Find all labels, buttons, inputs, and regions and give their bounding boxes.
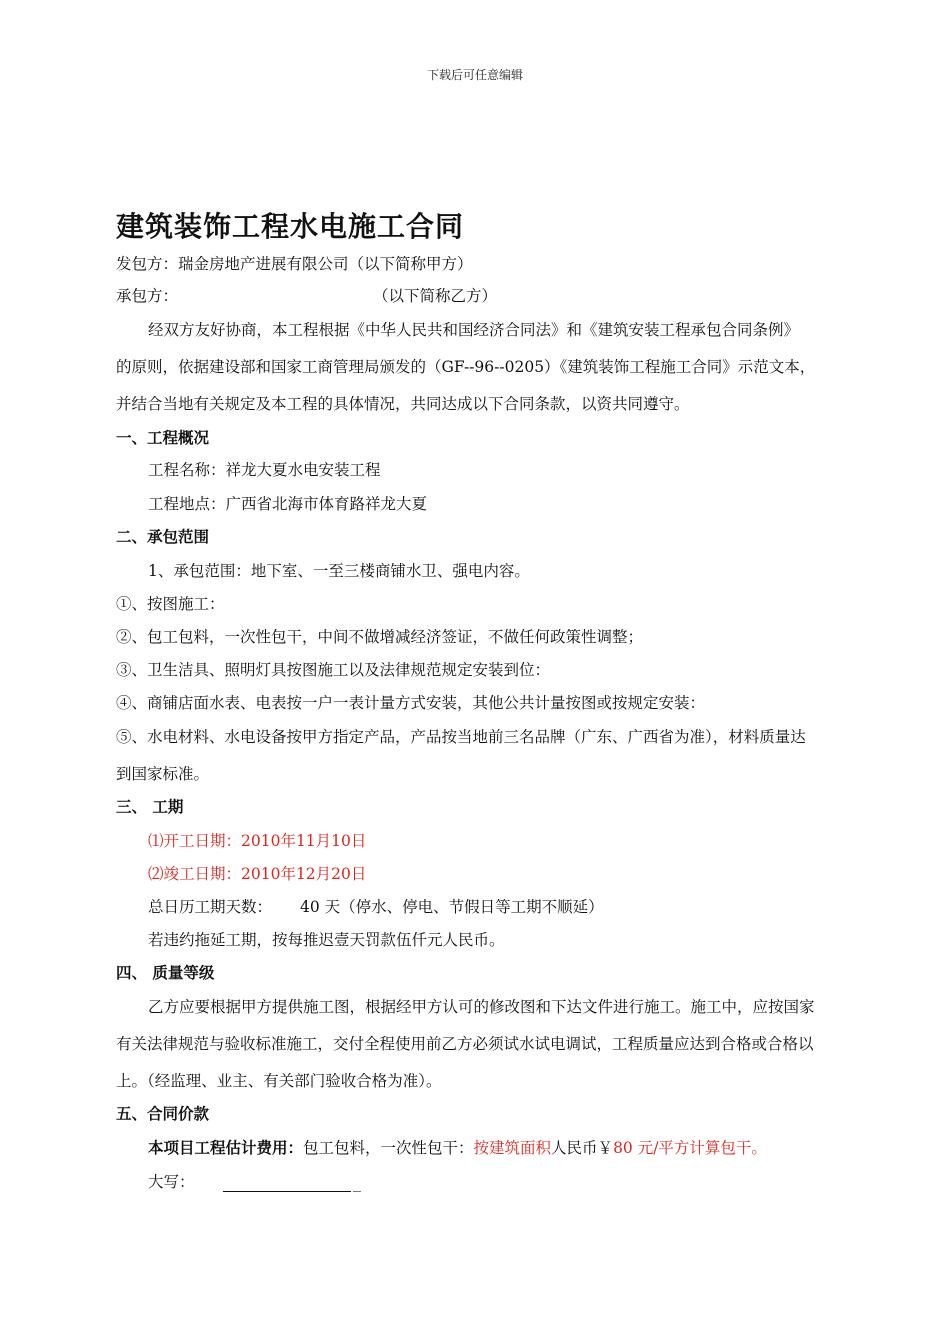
intro-line-1: 经双方友好协商，本工程根据《中华人民共和国经济合同法》和《建筑安装工程承包合同条例》 — [148, 321, 800, 339]
total-duration-label: 总日历工期天数： — [148, 898, 273, 916]
scope-item-1: ①、按图施工： — [116, 595, 225, 613]
scope-item-4: ④、商铺店面水表、电表按一户一表计量方式安装，其他公共计量按图或按规定安装： — [116, 694, 706, 712]
contractor-label: 承包方： — [116, 287, 179, 305]
contractor-line — [116, 286, 497, 306]
scope-item-3: ③、卫生洁具、照明灯具按图施工以及法律规范规定安装到位： — [116, 661, 551, 679]
capital-label: 大写： — [148, 1173, 195, 1191]
intro-line-3: 并结合当地有关规定及本工程的具体情况，共同达成以下合同条款，以资共同遵守。 — [116, 395, 690, 413]
fee-line — [148, 1138, 767, 1158]
scope-item-2: ②、包工包料，一次性包干，中间不做增减经济签证，不做任何政策性调整； — [116, 628, 644, 646]
quality-line-3: 上。（经监理、业主、有关部门验收合格为准）。 — [116, 1072, 442, 1090]
end-date: ⑵竣工日期：2010年12月20日 — [148, 865, 367, 883]
contractor-suffix: （以下简称乙方） — [373, 287, 498, 305]
capital-amount-blank — [223, 1177, 351, 1192]
total-duration — [148, 897, 604, 917]
fee-rate: 80 元/平方计算包干。 — [613, 1139, 767, 1157]
project-name: 工程名称：祥龙大夏水电安装工程 — [148, 461, 381, 479]
section-heading-price: 五、合同价款 — [116, 1105, 210, 1123]
section-heading-quality: 四、 质量等级 — [116, 964, 215, 982]
section-heading-schedule: 三、 工期 — [116, 798, 184, 816]
section-heading-scope: 二、承包范围 — [116, 528, 210, 546]
scope-line: 1、承包范围：地下室、一至三楼商铺水卫、强电内容。 — [148, 562, 530, 580]
contract-title: 建筑装饰工程水电施工合同 — [116, 210, 465, 243]
fee-currency: 人民币￥ — [551, 1139, 614, 1157]
quality-line-1: 乙方应要根据甲方提供施工图，根据经甲方认可的修改图和下达文件进行施工。施工中，应按国家 — [148, 998, 815, 1016]
section-heading-overview: 一、工程概况 — [116, 429, 210, 447]
scope-item-5: ⑤、水电材料、水电设备按甲方指定产品，产品按当地前三名品牌（广东、广西省为准），材料质量达 — [116, 728, 806, 746]
intro-line-2: 的原则，依据建设部和国家工商管理局颁发的（GF--96--0205）《建筑装饰工程施工合同》示范文本， — [116, 358, 816, 376]
project-location: 工程地点：广西省北海市体育路祥龙大夏 — [148, 495, 428, 513]
capital-amount-blank-tail — [353, 1177, 361, 1192]
quality-line-2: 有关法律规范与验收标准施工，交付全程使用前乙方必须试水试电调试，工程质量应达到合格或合格以 — [116, 1035, 814, 1053]
fee-text: 包工包料，一次性包干： — [303, 1139, 474, 1157]
fee-basis: 按建筑面积 — [473, 1139, 552, 1157]
capital-amount-line — [148, 1172, 361, 1192]
employer-line: 发包方：瑞金房地产进展有限公司（以下简称甲方） — [116, 255, 473, 273]
scope-item-5-cont: 到国家标准。 — [116, 765, 210, 783]
delay-penalty: 若违约拖延工期，按每推迟壹天罚款伍仟元人民币。 — [148, 931, 505, 949]
total-duration-value: 40 天（停水、停电、节假日等工期不顺延） — [300, 898, 604, 916]
start-date: ⑴开工日期：2010年11月10日 — [148, 832, 367, 850]
fee-label: 本项目工程估计费用： — [148, 1139, 304, 1157]
header-note: 下载后可任意编辑 — [426, 68, 523, 82]
